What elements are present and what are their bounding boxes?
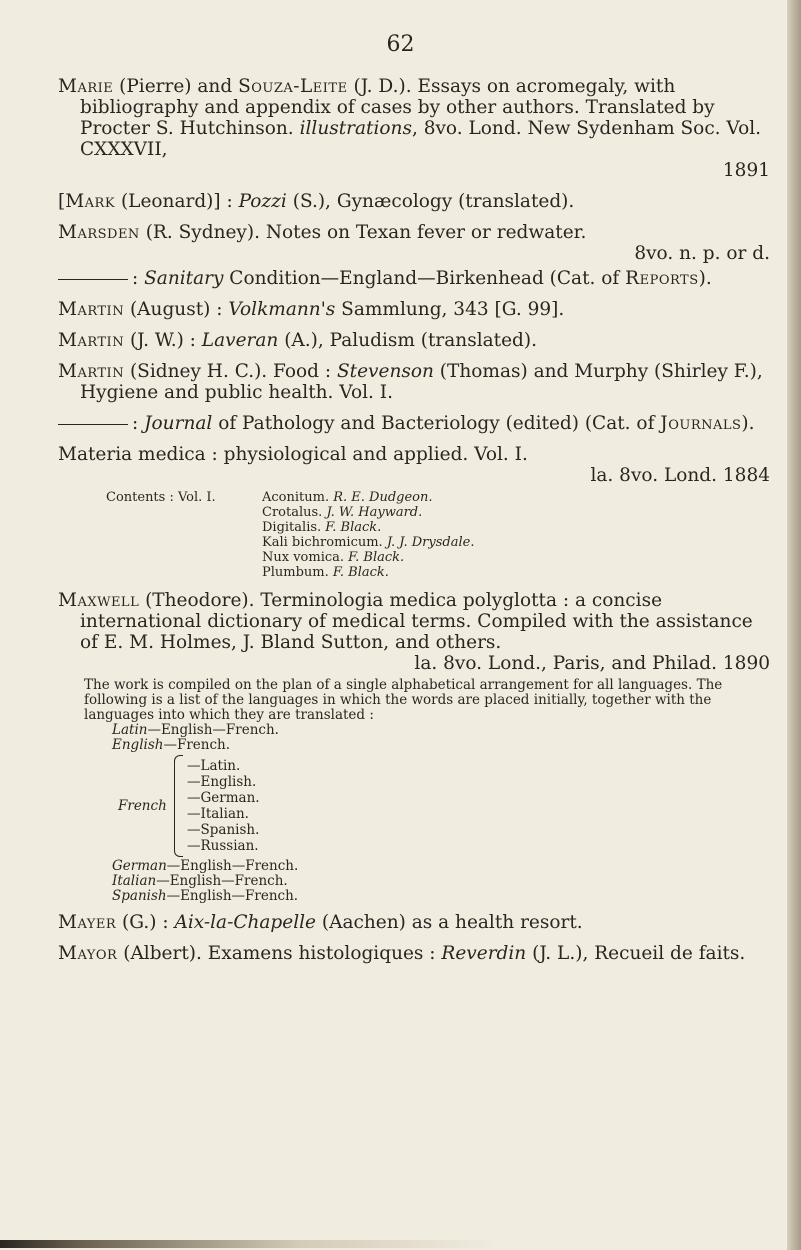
entry-author: Marie	[58, 76, 114, 97]
contents-row: Plumbum. F. Black.	[262, 565, 389, 580]
entry-coauthor: Souza-Leite	[238, 76, 348, 97]
entry-materia: Materia medica : physiological and applied. Vol. I.	[58, 444, 528, 465]
lang-french-items: —Latin. —English. —German. —Italian. —Spanish. —Russian.	[187, 758, 260, 854]
entry-martin-sidney: Martin (Sidney H. C.). Food : Stevenson (Thomas) and Murphy (Shirley F.), Hygiene and public health. Vol. I.	[58, 361, 763, 403]
entry-author: Martin	[58, 330, 125, 351]
lang-spanish: Spanish—English—French.	[112, 888, 299, 904]
lang-italian: Italian—English—French.	[112, 873, 288, 889]
language-list	[112, 723, 770, 904]
maxwell-note	[84, 678, 770, 904]
page-bottom-shadow	[0, 1240, 801, 1248]
entry-marsden: Marsden (R. Sydney). Notes on Texan fever or redwater.	[58, 222, 587, 243]
brace-icon	[174, 755, 183, 857]
contents-row: Kali bichromicum. J. J. Drysdale.	[262, 535, 475, 550]
entry-materia-imprint: la. 8vo. Lond. 1884	[590, 465, 770, 486]
entry-mark: [Mark (Leonard)] : Pozzi (S.), Gynæcology (translated).	[58, 191, 575, 212]
entry-mayor: Mayor (Albert). Examens histologiques : Reverdin (J. L.), Recueil de faits.	[58, 943, 746, 964]
contents-row: Crotalus. J. W. Hayward.	[262, 505, 423, 520]
entry-marie-year: 1891	[722, 160, 770, 181]
entry-martin-journal: : Journal of Pathology and Bacteriology (edited) (Cat. of Journals).	[58, 413, 770, 434]
page-number: 62	[386, 32, 415, 57]
maxwell-note-text: The work is compiled on the plan of a single alphabetical arrangement for all languages. The following is a list of the languages in which the words are placed initially, together with the languages into which they are translated :	[84, 677, 723, 723]
page-edge	[787, 0, 801, 1250]
lang-french-label: French	[118, 797, 167, 814]
entry-author: Mark	[65, 191, 116, 212]
contents-row: Nux vomica. F. Black.	[262, 550, 405, 565]
contents-row: Contents : Vol. I. Aconitum. R. E. Dudgeon.	[58, 490, 770, 505]
entry-author: Mayor	[58, 943, 118, 964]
contents-row: Digitalis. F. Black.	[262, 520, 382, 535]
entry-author: Marsden	[58, 222, 140, 243]
contents-lead: Contents : Vol. I.	[106, 490, 216, 505]
lang-english: English—French.	[112, 737, 231, 753]
entry-martin-jw: Martin (J. W.) : Laveran (A.), Paludism (translated).	[58, 330, 537, 351]
contents-list	[58, 490, 770, 580]
entry-author: Maxwell	[58, 590, 140, 611]
entry-author: Martin	[58, 361, 125, 382]
entry-maxwell: Maxwell (Theodore). Terminologia medica polyglotta : a concise international dictionary of medical terms. Compiled with the assistance of E. M. Holmes, J. Bland Sutton, and others.	[58, 590, 753, 653]
lang-latin: Latin—English—French.	[112, 722, 279, 738]
entry-author: Martin	[58, 299, 125, 320]
entry-marsden-imprint: 8vo. n. p. or d.	[634, 243, 770, 264]
entry-author: Mayer	[58, 912, 117, 933]
entry-marie: Marie (Pierre) and Souza-Leite (J. D.). Essays on acromegaly, with bibliography and appendix of cases by other authors. Translated by Procter S. Hutchinson. illustrations, 8vo. Lond. New Sydenham Soc. Vol. CXXXVII,	[58, 76, 762, 160]
lang-french-group	[118, 755, 770, 857]
bibliography-content	[58, 76, 770, 974]
entry-maxwell-imprint: la. 8vo. Lond., Paris, and Philad. 1890	[414, 653, 770, 674]
entry-martin-august: Martin (August) : Volkmann's Sammlung, 343 [G. 99].	[58, 299, 565, 320]
entry-mayer: Mayer (G.) : Aix-la-Chapelle (Aachen) as a health resort.	[58, 912, 583, 933]
ditto-dash	[58, 424, 128, 425]
ditto-dash	[58, 279, 128, 280]
entry-marsden-sanitary: : Sanitary Condition—England—Birkenhead (Cat. of Reports).	[58, 268, 770, 289]
lang-german: German—English—French.	[112, 858, 299, 874]
